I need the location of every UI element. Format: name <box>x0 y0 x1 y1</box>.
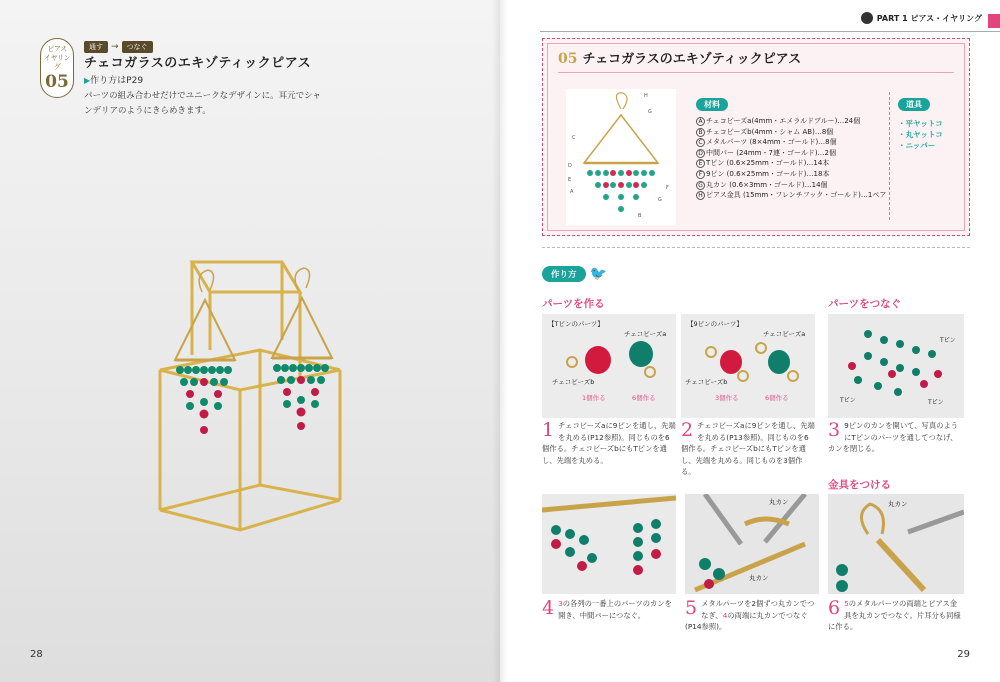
step2-make-6: 6個作る <box>765 394 789 402</box>
step1-label-tpin-parts: 【Tピンのパーツ】 <box>548 320 604 328</box>
material-item <box>696 180 881 191</box>
description: パーツの組み合わせだけでユニークなデザインに。耳元でシャンデリアのようにきらめきます。 <box>84 91 321 116</box>
material-item <box>696 190 887 201</box>
material-text: Tピン (0.6×25mm・ゴールド)…14本 <box>706 159 830 168</box>
svg-text:A: A <box>570 189 574 195</box>
section-connect-parts: パーツをつなぐ <box>828 298 902 310</box>
material-text: チェコビーズa(4mm・エメラルドブルー)…24個 <box>706 117 861 125</box>
step5-label-ring-1: 丸カン <box>769 498 789 506</box>
howto-label: 作り方は <box>90 76 127 86</box>
project-badge <box>40 38 74 98</box>
step3-number: 3 <box>828 419 841 441</box>
step6-body: のメタルパーツの両端とピアス金具を丸カンでつなぐ。片耳分も同様に作る。 <box>828 599 961 631</box>
material-mark: E <box>696 159 705 168</box>
right-page <box>500 0 1000 682</box>
step5-ref: 4 <box>722 610 728 620</box>
tools-list <box>898 92 943 151</box>
step1-body: チェコビーズaに9ピンを通し、先端を丸める(P12参照)。同じものを6個作る。チェコビーズbにもTピンを通し、先端を丸める。 <box>542 421 676 465</box>
page-number-left: 28 <box>30 649 43 660</box>
step4-photo <box>542 494 676 594</box>
material-item <box>696 116 881 127</box>
step3-text <box>828 420 964 455</box>
material-mark: G <box>696 181 705 190</box>
materials-box <box>542 38 970 236</box>
tool-item: ・ニッパー <box>898 141 936 150</box>
step5-label-ring-2: 丸カン <box>749 574 769 582</box>
step3-label-tpin-2: Tピン <box>840 397 856 404</box>
material-text: ピアス金具 (15mm・フレンチフック・ゴールド)…1ペア <box>706 191 887 200</box>
tools-items <box>898 118 943 151</box>
material-text: メタルパーツ (8×4mm・ゴールド)…8個 <box>706 138 837 147</box>
step1-text <box>542 420 676 466</box>
triangle-icon: ▶ <box>84 76 91 85</box>
header-divider <box>540 31 1000 32</box>
howto-page: P29 <box>126 76 144 86</box>
step4-number: 4 <box>542 597 555 619</box>
svg-text:G: G <box>648 109 652 115</box>
step5-number: 5 <box>685 597 698 619</box>
step2-illustration <box>681 314 815 418</box>
step3-label-tpin-3: Tピン <box>928 399 944 406</box>
step4-illustration <box>542 494 676 594</box>
step3-body: 9ピンのカンを開いて、写真のようにTピンのパーツを通してつなげ、カンを閉じる。 <box>828 421 959 453</box>
bird-icon: 🐦 <box>589 266 607 282</box>
svg-text:E: E <box>568 177 572 183</box>
material-mark: H <box>696 191 705 200</box>
section-make-parts: パーツを作る <box>542 298 605 310</box>
materials-items <box>696 116 887 201</box>
howto-reference <box>84 73 143 86</box>
part-label-text: PART 1 ピアス・イヤリング <box>876 13 982 23</box>
page-number-right: 29 <box>957 649 970 660</box>
step5-photo <box>685 494 819 594</box>
step6-ref: 5 <box>844 599 849 608</box>
step2-body: チェコビーズaに9ピンを通し、先端を丸める(P13参照)。同じものを6個作る。チェコビーズbにもTピンを通し、先端を丸める。同じものを3個作る。 <box>681 421 815 476</box>
howto-heading <box>542 266 607 282</box>
badge-category: ピアス イヤリング <box>44 45 70 71</box>
material-item <box>696 148 881 159</box>
step2-number: 2 <box>681 419 694 441</box>
index-tab <box>988 14 1000 28</box>
step5-text <box>685 598 819 633</box>
step4-text <box>542 598 676 621</box>
materials-box-inner <box>547 43 965 231</box>
step3-illustration <box>828 314 964 418</box>
svg-text:B: B <box>638 213 642 219</box>
tools-label: 道具 <box>898 98 930 111</box>
material-text: 中間パー (24mm・7連・ゴールド)…2個 <box>706 148 836 157</box>
step2-photo <box>681 314 815 418</box>
step5-illustration <box>685 494 819 594</box>
step1-make-6: 6個作る <box>632 394 656 402</box>
howto-title-pill: 作り方 <box>542 266 586 282</box>
materials-title-rule <box>558 72 954 73</box>
svg-text:D: D <box>568 163 572 169</box>
step4-ref: 3 <box>558 599 563 608</box>
material-text: 丸カン (0.6×3mm・ゴールド)…14個 <box>706 180 828 189</box>
earring-diagram <box>566 89 676 225</box>
materials-separator <box>889 92 890 220</box>
step6-number: 6 <box>828 597 841 619</box>
material-text: 9ピン (0.6×25mm・ゴールド)…18本 <box>706 169 830 178</box>
step3-photo <box>828 314 964 418</box>
materials-list <box>696 92 887 201</box>
step2-label-bead-a: チェコビーズa <box>763 330 806 338</box>
material-item <box>696 137 881 148</box>
tag-connect: つなぐ <box>122 41 153 53</box>
material-text: チェコビーズb(4mm・シャム AB)…8個 <box>706 127 834 136</box>
material-mark: F <box>696 170 705 179</box>
step2-label-9pin-parts: 【9ピンのパーツ】 <box>687 320 743 328</box>
step3-label-tpin-1: Tピン <box>940 337 956 344</box>
step1-make-1: 1個作る <box>582 394 606 402</box>
step2-text <box>681 420 815 478</box>
tool-item: ・丸ヤットコ <box>898 130 943 139</box>
material-mark: D <box>696 149 705 158</box>
step1-label-bead-b: チェコビーズb <box>552 378 595 386</box>
page-title: チェコガラスのエキゾティックピアス <box>84 56 312 71</box>
svg-text:F: F <box>666 185 669 191</box>
materials-title <box>558 48 801 67</box>
gutter-shadow <box>492 0 508 682</box>
material-mark: A <box>696 117 705 126</box>
material-item <box>696 169 881 180</box>
svg-text:H: H <box>644 93 648 99</box>
step6-text <box>828 598 964 633</box>
step6-photo <box>828 494 964 594</box>
material-item <box>696 158 881 169</box>
tool-item: ・平ヤットコ <box>898 119 943 128</box>
tag-thread: 通す <box>84 41 108 53</box>
step1-photo <box>542 314 676 418</box>
material-mark: B <box>696 128 705 137</box>
step2-label-bead-b: チェコビーズb <box>685 378 728 386</box>
material-mark: C <box>696 138 705 147</box>
materials-number: 05 <box>558 51 578 67</box>
badge-number: 05 <box>45 72 69 92</box>
step1-illustration <box>542 314 676 418</box>
earrings-on-cube-photo <box>120 230 410 590</box>
step5-body-post: の両端に丸カンでつなぐ(P14参照)。 <box>685 610 808 631</box>
step4-body: の各列の一番上のパーツのカンを開き、中間バーにつなぐ。 <box>558 599 672 620</box>
materials-label: 材料 <box>696 98 728 111</box>
step1-number: 1 <box>542 419 555 441</box>
material-item <box>696 127 881 138</box>
section-divider <box>542 247 970 248</box>
svg-text:C: C <box>572 135 576 141</box>
materials-title-text: チェコガラスのエキゾティックピアス <box>582 52 802 67</box>
step1-label-bead-a: チェコビーズa <box>624 330 667 338</box>
section-attach-fittings: 金具をつける <box>828 479 891 491</box>
spool-icon <box>861 12 873 24</box>
step2-make-3: 3個作る <box>715 394 739 402</box>
step5-body-pre: メタルパーツを2個ずつ丸カンでつなぎ、 <box>701 599 815 620</box>
svg-text:G: G <box>658 197 662 203</box>
part-label <box>861 12 982 24</box>
step6-illustration <box>828 494 964 594</box>
step6-label-ring: 丸カン <box>888 500 908 508</box>
arrow-right-icon: → <box>111 41 119 52</box>
